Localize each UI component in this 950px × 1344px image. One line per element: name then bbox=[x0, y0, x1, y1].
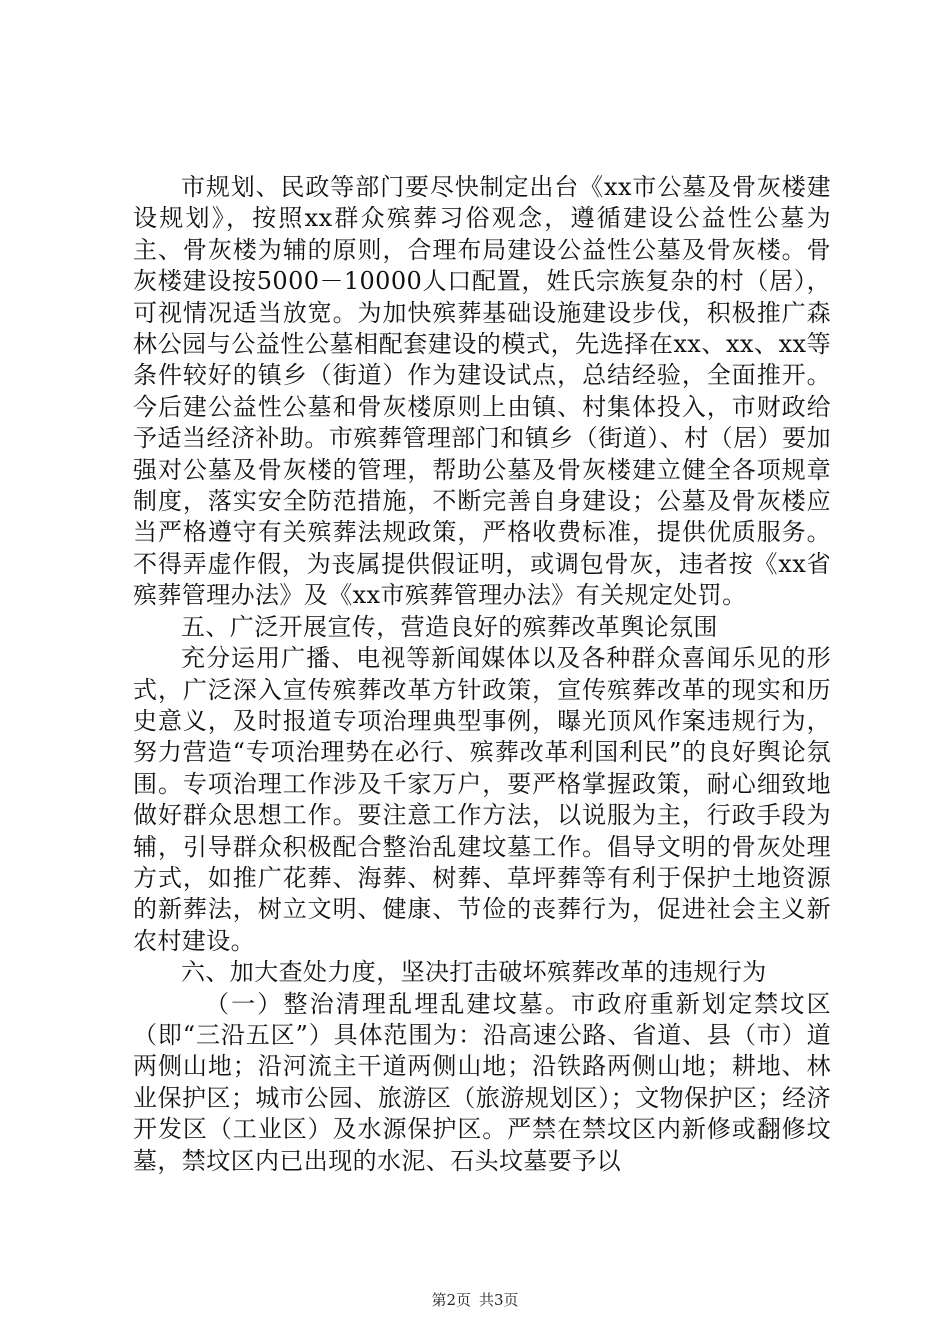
paragraph-cemetery-planning: 市规划、民政等部门要尽快制定出台《xx市公墓及骨灰楼建设规划》，按照xx群众殡葬习俗观念，遵循建设公益性公墓为主、骨灰楼为辅的原则，合理布局建设公益性公墓及骨灰楼。骨灰楼建设按5000－10000人口配置，姓氏宗族复杂的村（居），可视情况适当放宽。为加快殡葬基础设施建设步伐，积极推广森林公园与公益性公墓相配套建设的模式，先选择在xx、xx、xx等条件较好的镇乡（街道）作为建设试点，总结经验，全面推开。今后建公益性公墓和骨灰楼原则上由镇、村集体投入，市财政给予适当经济补助。市殡葬管理部门和镇乡（街道）、村（居）要加强对公墓及骨灰楼的管理，帮助公墓及骨灰楼建立健全各项规章制度，落实安全防范措施，不断完善自身建设；公墓及骨灰楼应当严格遵守有关殡葬法规政策，严格收费标准，提供优质服务。不得弄虚作假，为丧属提供假证明，或调包骨灰，违者按《xx省殡葬管理办法》及《xx市殡葬管理办法》有关规定处罚。 bbox=[133, 173, 831, 610]
page-number: 第2页 bbox=[431, 1291, 471, 1309]
section-heading-6: 六、加大查处力度，坚决打击破坏殡葬改革的违规行为 bbox=[181, 958, 767, 987]
paragraph-publicity: 充分运用广播、电视等新闻媒体以及各种群众喜闻乐见的形式，广泛深入宣传殡葬改革方针政策，宣传殡葬改革的现实和历史意义，及时报道专项治理典型事例，曝光顶风作案违规行为，努力营造“专项治理势在必行、殡葬改革利国利民”的良好舆论氛围。专项治理工作涉及千家万户，要严格掌握政策，耐心细致地做好群众思想工作。要注意工作方法，以说服为主，行政手段为辅，引导群众积极配合整治乱建坟墓工作。倡导文明的骨灰处理方式，如推广花葬、海葬、树葬、草坪葬等有利于保护土地资源的新葬法，树立文明、健康、节俭的丧葬行为，促进社会主义新农村建设。 bbox=[133, 644, 831, 955]
section-heading-5: 五、广泛开展宣传，营造良好的殡葬改革舆论氛围 bbox=[181, 612, 718, 641]
page-total: 共3页 bbox=[479, 1291, 519, 1309]
document-body bbox=[133, 172, 831, 1177]
paragraph-subsection-1: （一）整治清理乱埋乱建坟墓。市政府重新划定禁坟区（即“三沿五区”）具体范围为：沿高速公路、省道、县（市）道两侧山地；沿河流主干道两侧山地；沿铁路两侧山地；耕地、林业保护区；城市公园、旅游区（旅游规划区）；文物保护区；经济开发区（工业区）及水源保护区。严禁在禁坟区内新修或翻修坟墓，禁坟区内已出现的水泥、石头坟墓要予以 bbox=[133, 989, 831, 1175]
page-footer bbox=[0, 1290, 950, 1310]
